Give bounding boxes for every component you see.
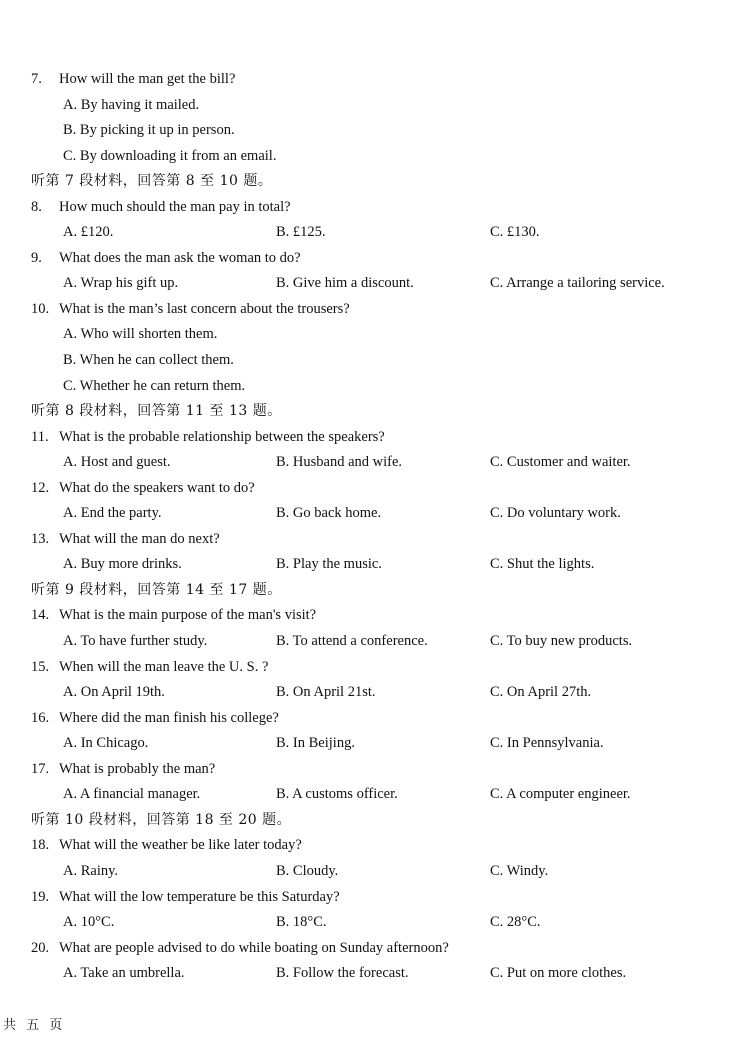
option-a: A. Rainy. [63, 862, 119, 879]
question-text: What will the low temperature be this Saturday? [59, 888, 340, 905]
option-line [31, 118, 731, 144]
option-c: C. Put on more clothes. [490, 965, 627, 982]
option-a: A. 10°C. [63, 914, 115, 931]
question-number: 7. [31, 71, 42, 87]
options-row [31, 450, 731, 476]
option-c: C. Windy. [490, 862, 549, 879]
question-line [31, 936, 731, 962]
question-line [31, 885, 731, 911]
question-number: 12. [31, 479, 50, 496]
question-line [31, 425, 731, 451]
question-text: Where did the man finish his college? [59, 709, 279, 726]
option: A. Who will shorten them. [63, 326, 218, 343]
question-text: What is the main purpose of the man's visit? [59, 607, 317, 624]
question-text: When will the man leave the U. S. ? [59, 658, 269, 675]
section-heading: 听第 8 段材料，回答第 11 至 13 题。 [31, 403, 282, 420]
option-c: C. On April 27th. [490, 684, 592, 701]
options-row [31, 782, 731, 808]
option: B. When he can collect them. [63, 352, 234, 369]
question-line [31, 757, 731, 783]
question-text: What is the man’s last concern about the trousers? [59, 300, 350, 317]
question-line [31, 476, 731, 502]
option-a: A. Wrap his gift up. [63, 275, 179, 292]
option-a: A. Host and guest. [63, 454, 171, 471]
option: C. By downloading it from an email. [63, 147, 277, 164]
question-line [31, 297, 731, 323]
question-line [31, 655, 731, 681]
question-number: 16. [31, 709, 50, 726]
option-c: C. To buy new products. [490, 633, 633, 650]
question-text: What does the man ask the woman to do? [59, 249, 301, 266]
options-row [31, 629, 731, 655]
options-row [31, 501, 731, 527]
option-a: A. A financial manager. [63, 786, 201, 803]
option-a: A. £120. [63, 224, 114, 241]
question-line [31, 527, 731, 553]
option-a: A. Take an umbrella. [63, 965, 185, 982]
section-heading: 听第 9 段材料，回答第 14 至 17 题。 [31, 581, 282, 598]
option-c: C. £130. [490, 224, 540, 241]
question-line [31, 195, 731, 221]
question-number: 18. [31, 837, 50, 854]
options-row [31, 271, 731, 297]
page-footer: 共 五 页 [3, 1018, 66, 1033]
option: A. By having it mailed. [63, 96, 200, 113]
option-c: C. Customer and waiter. [490, 454, 631, 471]
question-text: What will the weather be like later today? [59, 837, 302, 854]
question-text: How much should the man pay in total? [59, 198, 291, 215]
question-line [31, 706, 731, 732]
question-number: 9. [31, 249, 42, 266]
question-text: What is probably the man? [59, 760, 216, 777]
section-heading: 听第 7 段材料，回答第 8 至 10 题。 [31, 173, 273, 190]
question-number: 8. [31, 198, 42, 215]
option-line [31, 322, 731, 348]
option-line [31, 93, 731, 119]
option-a: A. In Chicago. [63, 735, 149, 752]
options-row [31, 220, 731, 246]
option-line [31, 144, 731, 170]
question-text: What is the probable relationship between the speakers? [59, 428, 385, 445]
option-b: B. 18°C. [276, 914, 327, 931]
options-row [31, 552, 731, 578]
option-c: C. Arrange a tailoring service. [490, 275, 665, 292]
option-b: B. Husband and wife. [276, 454, 403, 471]
option: C. Whether he can return them. [63, 377, 246, 394]
options-row [31, 680, 731, 706]
option-b: B. To attend a conference. [276, 633, 428, 650]
question-line [31, 833, 731, 859]
option-b: B. On April 21st. [276, 684, 376, 701]
question-text: What do the speakers want to do? [59, 479, 255, 496]
option-b: B. A customs officer. [276, 786, 398, 803]
options-row [31, 910, 731, 936]
option-c: C. 28°C. [490, 914, 541, 931]
option-line [31, 348, 731, 374]
option-b: B. Play the music. [276, 556, 382, 573]
option-c: C. In Pennsylvania. [490, 735, 604, 752]
question-number: 17. [31, 760, 50, 777]
option-a: A. To have further study. [63, 633, 208, 650]
question-line [31, 603, 731, 629]
question-text: What will the man do next? [59, 530, 220, 547]
question-number: 19. [31, 888, 50, 905]
option-c: C. Do voluntary work. [490, 505, 621, 522]
question-list [31, 67, 731, 987]
options-row [31, 859, 731, 885]
option: B. By picking it up in person. [63, 122, 235, 139]
options-row [31, 731, 731, 757]
option-b: B. Go back home. [276, 505, 382, 522]
question-line [31, 67, 731, 93]
option-b: B. Follow the forecast. [276, 965, 409, 982]
option-a: A. Buy more drinks. [63, 556, 182, 573]
question-number: 15. [31, 658, 50, 675]
question-text: How will the man get the bill? [59, 71, 236, 87]
section-heading: 听第 10 段材料，回答第 18 至 20 题。 [31, 811, 292, 828]
question-text: What are people advised to do while boating on Sunday afternoon? [59, 939, 449, 956]
option-c: C. A computer engineer. [490, 786, 631, 803]
option-a: A. End the party. [63, 505, 162, 522]
option-line [31, 374, 731, 400]
question-number: 13. [31, 530, 50, 547]
option-b: B. £125. [276, 224, 326, 241]
option-a: A. On April 19th. [63, 684, 165, 701]
options-row [31, 961, 731, 987]
question-number: 10. [31, 300, 50, 317]
question-number: 14. [31, 607, 50, 624]
question-line [31, 246, 731, 272]
question-number: 11. [31, 428, 49, 445]
option-b: B. In Beijing. [276, 735, 355, 752]
option-c: C. Shut the lights. [490, 556, 595, 573]
option-b: B. Cloudy. [276, 862, 339, 879]
question-number: 20. [31, 939, 50, 956]
option-b: B. Give him a discount. [276, 275, 414, 292]
